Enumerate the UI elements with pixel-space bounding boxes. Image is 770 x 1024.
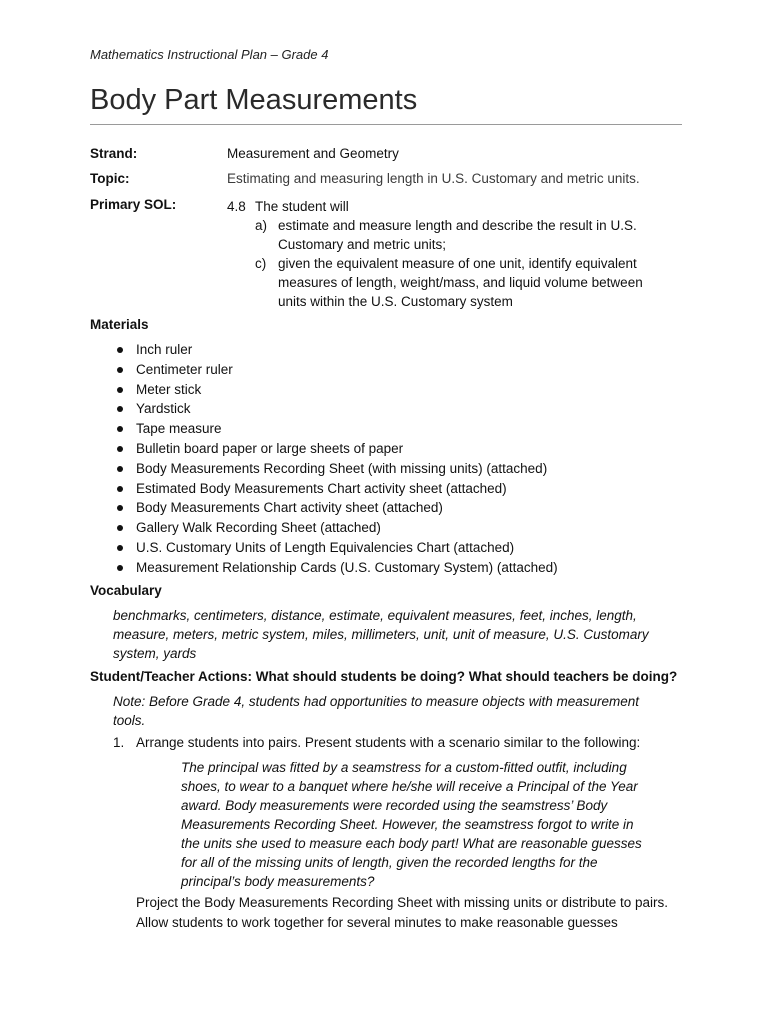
title-divider xyxy=(90,124,682,125)
list-item: Yardstick xyxy=(113,399,558,419)
strand-value: Measurement and Geometry xyxy=(227,146,399,161)
step-number: 1. xyxy=(113,735,125,750)
vocabulary-heading: Vocabulary xyxy=(90,583,162,598)
actions-note: Note: Before Grade 4, students had opportunities to measure objects with measurement tools. xyxy=(113,694,640,728)
sol-item-line: units within the U.S. Customary system xyxy=(278,294,513,309)
list-item: Bulletin board paper or large sheets of paper xyxy=(113,439,558,459)
vocabulary-text: benchmarks, centimeters, distance, estimate, equivalent measures, feet, inches, length, measure, meters, metric system, miles, millimeters, unit, unit of measure, U.S. Customary system, yards xyxy=(113,608,649,661)
topic-value: Estimating and measuring length in U.S. Customary and metric units. xyxy=(227,171,640,186)
sol-number: 4.8 xyxy=(227,199,246,214)
list-item: U.S. Customary Units of Length Equivalencies Chart (attached) xyxy=(113,538,558,558)
sol-item-line: Customary and metric units; xyxy=(278,237,447,252)
list-item: Estimated Body Measurements Chart activity sheet (attached) xyxy=(113,479,558,499)
strand-label: Strand: xyxy=(90,146,138,161)
scenario-quote: The principal was fitted by a seamstress for a custom-fitted outfit, including shoes, to wear to a banquet where he/she will receive a Principal of the Year award. Body measurements were recorded using the seamstress’ Body Measurements Recording Sheet. However, the seamstress forgot to write in the units she used to measure each body part! What are reasonable guesses for all of the missing units of length, given the recorded lengths for the principal’s body measurements? xyxy=(181,760,642,889)
step-text: Arrange students into pairs. Present students with a scenario similar to the following: xyxy=(136,735,641,750)
sol-item-marker: a) xyxy=(255,218,268,233)
list-item: Measurement Relationship Cards (U.S. Customary System) (attached) xyxy=(113,558,558,578)
sol-item-line: measures of length, weight/mass, and liquid volume between xyxy=(278,275,643,290)
list-item: Meter stick xyxy=(113,380,558,400)
sol-item-line: given the equivalent measure of one unit, identify equivalent xyxy=(278,256,637,271)
materials-list xyxy=(113,340,558,578)
sol-item-line: estimate and measure length and describe the result in U.S. xyxy=(278,218,637,233)
sol-item-marker: c) xyxy=(255,256,267,271)
sol-intro: The student will xyxy=(255,199,349,214)
primary-sol-label: Primary SOL: xyxy=(90,197,177,212)
materials-heading: Materials xyxy=(90,317,149,332)
list-item: Body Measurements Recording Sheet (with missing units) (attached) xyxy=(113,459,558,479)
topic-label: Topic: xyxy=(90,171,130,186)
list-item: Tape measure xyxy=(113,419,558,439)
list-item: Gallery Walk Recording Sheet (attached) xyxy=(113,518,558,538)
list-item: Body Measurements Chart activity sheet (attached) xyxy=(113,498,558,518)
page-title: Body Part Measurements xyxy=(90,84,418,116)
running-header: Mathematics Instructional Plan – Grade 4 xyxy=(90,47,329,62)
actions-heading: Student/Teacher Actions: What should students be doing? What should teachers be doing? xyxy=(90,669,678,684)
list-item: Centimeter ruler xyxy=(113,360,558,380)
step-follow-up: Project the Body Measurements Recording Sheet with missing units or distribute to pairs. Allow students to work together for several minutes to make reasonable guesses xyxy=(136,895,668,930)
list-item: Inch ruler xyxy=(113,340,558,360)
